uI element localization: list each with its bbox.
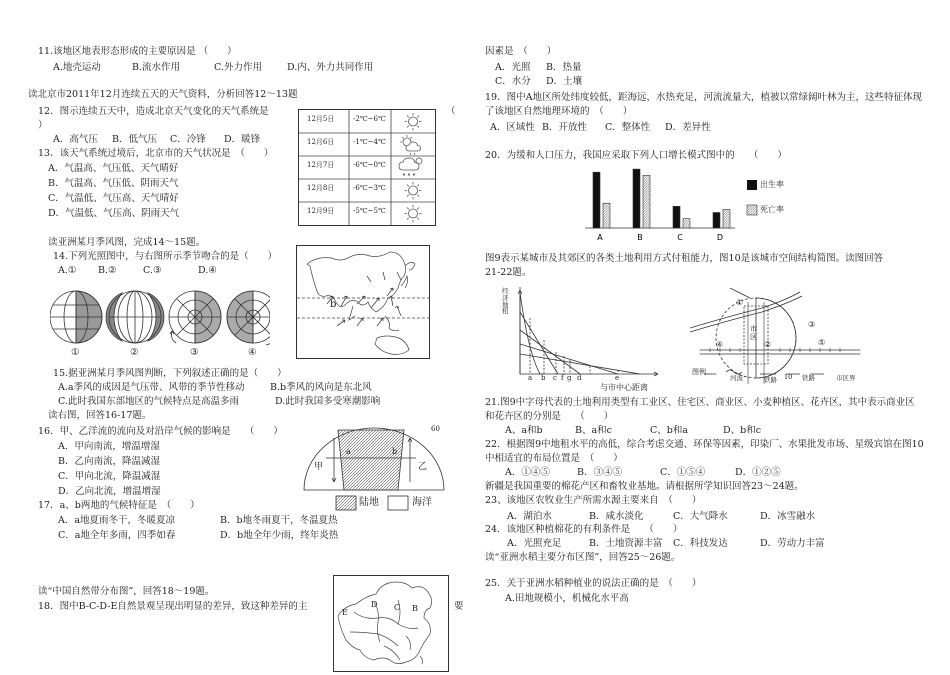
q15-option-d[interactable]: D.此时我国多受寒潮影响 — [275, 396, 381, 407]
q25-option-a[interactable]: A.田地规模小，机械化水平高 — [505, 593, 629, 604]
q18-option-c[interactable]: C．水分 — [495, 76, 531, 87]
q15-option-b[interactable]: B.b季风的风向是东北风 — [270, 382, 372, 393]
globe-1 — [50, 291, 102, 343]
city-circle-5: ⑤ — [818, 338, 826, 347]
q12-paren-right: ） — [38, 120, 48, 131]
weather-date-1: 12月5日 — [307, 115, 335, 123]
legend-swatch-birth — [747, 180, 757, 190]
q16-option-b[interactable]: B．乙向南流，降温减湿 — [58, 456, 160, 467]
rent-tick-d: d — [577, 374, 582, 382]
legend-swatch-death — [747, 205, 757, 215]
china-label-d: D — [371, 600, 378, 609]
rent-tick-g: g — [567, 374, 572, 382]
category-label-b: B — [637, 233, 643, 242]
rent-tick-b: b — [541, 374, 546, 382]
q22-option-d[interactable]: D．①②⑤ — [735, 467, 781, 478]
category-label-c: C — [677, 233, 683, 242]
q11-stem: 11.该地区地表形态形成的主要原因是 （ ） — [38, 46, 237, 57]
intro-25-26: 读“亚洲水稻主要分布区图”，回答25～26题。 — [485, 552, 681, 563]
q12-stem: 12．图示连续五天中，造成北京天气变化的天气系统是 — [38, 106, 269, 117]
q12-option-b[interactable]: B．低气压 — [112, 134, 157, 145]
globe-3 — [169, 291, 221, 343]
q21-option-b[interactable]: B、a和c — [575, 425, 612, 436]
china-label-c: C — [394, 603, 401, 612]
intro-21-22-line2: 21-22题。 — [485, 267, 532, 278]
q19-line2: 了该地区自然地理环境的 （ ） — [485, 106, 633, 117]
q14-option-c[interactable]: C.③ — [143, 265, 162, 276]
city-center-label: 市区 — [750, 325, 757, 341]
city-legend-rail: 铁路 — [764, 376, 777, 384]
q23-stem: 23、该地区农牧业生产所需水源主要来自 （ ） — [485, 495, 702, 506]
q16-option-d[interactable]: D．乙向北流，增温增湿 — [58, 486, 161, 497]
q23-option-d[interactable]: D．冰雪融水 — [760, 511, 816, 522]
category-label-a: A — [597, 233, 603, 242]
q19-option-d[interactable]: D．差异性 — [665, 122, 711, 133]
bar-d-birth — [713, 213, 720, 229]
intro-14-15: 读亚洲某月季风图，完成14～15题。 — [48, 237, 206, 248]
q18-stem: 18．图中B-C-D-E自然景观呈现出明显的差异，致这种差异的主 — [38, 601, 308, 612]
ocean-current-figure — [296, 420, 448, 518]
sun-icon — [405, 205, 422, 223]
q13-stem: 13．该天气系统过境后，北京市的天气状况是 （ ） — [38, 148, 274, 159]
q21-option-d[interactable]: D、b和c — [723, 425, 762, 436]
legend-birth-rate: 出生率 — [760, 180, 784, 189]
bar-d-death — [723, 209, 730, 228]
q24-option-d[interactable]: D．劳动力丰富 — [760, 538, 825, 549]
weather-table — [298, 109, 436, 226]
sun-icon — [405, 113, 422, 131]
city-legend-boundary: 市区界 — [836, 374, 856, 382]
q19-line1: 19．图中A地区所处纬度较低，距海远，水热充足，河流流量大，植被以常绿阔叶林为主，这些特征体现 — [485, 92, 922, 103]
q24-stem: 24．该地区种植棉花的有利条件是 （ ） — [485, 524, 683, 535]
q21-line2: 和花卉区的分别是 （ ） — [485, 411, 614, 422]
bar-b-birth — [633, 169, 640, 228]
q17-option-d[interactable]: D．b地全年少雨，终年炎热 — [220, 530, 339, 541]
city-legend-num10: 10 — [784, 373, 793, 381]
q19-option-a[interactable]: A．区域性 — [490, 122, 535, 133]
city-circle-2: ② — [764, 340, 772, 349]
sun-icon — [405, 182, 422, 200]
q14-stem: 14.下列光照图中，与右图所示季节吻合的是（ ） — [53, 251, 278, 262]
q21-line1: 21.图9中字母代表的土地利用类型有工业区、住宅区、商业区、小麦种植区、花卉区，其中表示商业区 — [485, 397, 915, 408]
bar-c-birth — [673, 206, 680, 228]
city-legend-river: 河流 — [730, 374, 743, 382]
q23-option-c[interactable]: C．大气降水 — [673, 511, 728, 522]
q22-line2: 中相适宜的布局位置是 （ ） — [485, 453, 623, 464]
q14-option-d[interactable]: D.④ — [198, 265, 217, 276]
q16-option-c[interactable]: C．甲向北流，降温减湿 — [58, 471, 161, 482]
ocean-label-a: a — [346, 447, 351, 456]
q13-option-c[interactable]: C．气温低、气压高、天气晴好 — [48, 193, 179, 204]
q15-option-c[interactable]: C.此时我国东部地区的气候特点是高温多雨 — [58, 396, 239, 407]
q12-option-c[interactable]: C．冷锋 — [170, 134, 206, 145]
q22-option-b[interactable]: B．③④⑤ — [577, 467, 622, 478]
intro-21-22-line1: 图9表示某城市及其郊区的各类土地利用方式付租能力，图10是该城市空间结构简图。读图回答 — [485, 253, 884, 264]
q21-option-c[interactable]: C、b和a — [650, 425, 689, 436]
legend-land: 陆地 — [359, 497, 379, 508]
ocean-label-jia: 甲 — [314, 462, 324, 472]
ocean-label-yi: 乙 — [418, 462, 428, 472]
q17-option-c[interactable]: C．a地全年多雨，四季如春 — [58, 530, 176, 541]
q12-option-a[interactable]: A．高气压 — [53, 134, 98, 145]
q11-option-c[interactable]: C.外力作用 — [214, 62, 262, 73]
q23-option-a[interactable]: A．湖泊水 — [507, 511, 552, 522]
china-label-b: B — [412, 604, 418, 613]
bar-c-death — [683, 219, 690, 228]
rent-ylabel: 经济地租 — [502, 287, 509, 316]
intro-12-13: 读北京市2011年12月连续五天的天气资料，分析回答12～13题 — [28, 89, 298, 100]
city-circle-1: ① — [736, 298, 744, 307]
china-natural-zone-map — [333, 575, 449, 672]
q14-option-b[interactable]: B.② — [98, 265, 117, 276]
bar-b-death — [643, 175, 650, 228]
illumination-globes — [50, 285, 270, 360]
rent-xlabel: 与市中心距离 — [600, 383, 648, 392]
sun-cloud-icon — [400, 135, 421, 155]
legend-death-rate: 死亡率 — [760, 205, 784, 214]
q18-option-d[interactable]: D．土壤 — [546, 76, 583, 87]
weather-date-3: 12月7日 — [307, 161, 335, 169]
population-growth-chart — [575, 163, 795, 245]
weather-temp-3: -6℃~0℃ — [353, 161, 386, 169]
q24-option-b[interactable]: B．土地资源丰富 — [589, 538, 663, 549]
globe-2 — [106, 291, 164, 343]
weather-temp-2: -1℃~4℃ — [353, 138, 386, 146]
q23-option-b[interactable]: B．咸水淡化 — [589, 511, 644, 522]
city-structure-figure — [690, 288, 865, 388]
city-legend-rail-2: 铁路 — [802, 374, 815, 382]
q20-stem: 20．为缓和人口压力，我国应采取下列人口增长模式图中的 （ ） — [485, 150, 787, 161]
intro-18-19: 读“中国自然带分布图”，回答18～19题。 — [38, 586, 215, 597]
q18-tail: 要 — [454, 601, 464, 612]
q25-stem: 25．关于亚洲水稻种植业的说法正确的是 （ ） — [485, 578, 702, 589]
weather-date-5: 12月9日 — [307, 207, 335, 215]
intro-16-17: 读右图，回答16-17题。 — [48, 410, 152, 421]
q11-option-d[interactable]: D.内、外力共同作用 — [287, 62, 374, 73]
rent-tick-e: e — [615, 374, 620, 382]
city-circle-3: ③ — [808, 320, 816, 329]
rent-tick-a: a — [528, 374, 533, 382]
q17-option-a[interactable]: A．a地夏雨冬干，冬暖夏凉 — [58, 515, 176, 526]
q17-stem: 17．a、b两地的气候特征是 （ ） — [38, 500, 200, 511]
q21-option-a[interactable]: A、a和b — [505, 425, 543, 436]
q16-option-a[interactable]: A．甲向南流，增温增湿 — [58, 441, 160, 452]
bar-a-death — [603, 203, 610, 228]
ocean-label-b: b — [392, 447, 398, 456]
q22-line1: 22．根据图9中地租水平的高低，综合考虑交通、环保等因素，印染厂、水果批发市场、星级宾馆在图10 — [485, 439, 924, 450]
ocean-lat-60: 60 — [431, 425, 440, 433]
q13-option-d[interactable]: D．气温低、气压高、阴雨天气 — [48, 208, 180, 219]
q12-paren-left: （ — [446, 106, 456, 117]
monsoon-label-b: b — [330, 299, 337, 310]
q16-stem: 16．甲、乙洋流的流向及对沿岸气候的影响是 （ ） — [38, 426, 283, 437]
q24-option-a[interactable]: A．光照充足 — [507, 538, 562, 549]
q19-option-b[interactable]: B．开放性 — [542, 122, 587, 133]
q18-cont-stem: 因素是 （ ） — [485, 46, 557, 57]
intro-23-24: 新疆是我国重要的棉花产区和畜牧业基地。请根据所学知识回答23～24题。 — [485, 481, 804, 492]
q18-option-b[interactable]: B．热量 — [546, 62, 582, 73]
weather-temp-5: -5℃~5℃ — [353, 207, 386, 215]
weather-temp-1: -2℃~6℃ — [353, 115, 386, 123]
q14-option-a[interactable]: A.① — [58, 265, 77, 276]
weather-date-4: 12月8日 — [307, 184, 335, 192]
q22-option-a[interactable]: A．①④⑤ — [505, 467, 550, 478]
weather-temp-4: -6℃~3℃ — [353, 184, 386, 192]
rent-tick-c: c — [553, 374, 557, 382]
q24-option-c[interactable]: C．科技发达 — [673, 538, 728, 549]
china-label-e: E — [342, 608, 348, 617]
q12-option-d[interactable]: D．暖锋 — [224, 134, 261, 145]
city-legend-title: 图例 — [692, 368, 706, 376]
globe-4 — [227, 291, 270, 345]
legend-sea: 海洋 — [412, 497, 432, 508]
q13-option-b[interactable]: B．气温高、气压低、阴雨天气 — [48, 178, 179, 189]
bar-a-birth — [593, 172, 600, 228]
q17-option-b[interactable]: B．b地冬雨夏干，冬温夏热 — [220, 515, 338, 526]
category-label-d: D — [716, 233, 724, 242]
land-rent-figure — [500, 282, 660, 392]
q13-option-a[interactable]: A．气温高、气压低、天气晴好 — [48, 163, 179, 174]
globe-label-1: ① — [71, 347, 80, 358]
globe-label-4: ④ — [248, 347, 257, 358]
globe-label-2: ② — [130, 347, 139, 358]
q11-option-a[interactable]: A.地壳运动 — [53, 62, 101, 73]
weather-date-2: 12月6日 — [307, 138, 335, 146]
q18-option-a[interactable]: A．光照 — [495, 62, 531, 73]
city-circle-4: ④ — [716, 340, 724, 349]
rent-tick-f: f — [561, 374, 564, 382]
globe-label-3: ③ — [190, 347, 199, 358]
asia-monsoon-map — [296, 245, 430, 359]
q11-option-b[interactable]: B.流水作用 — [132, 62, 181, 73]
q22-option-c[interactable]: C．①⑤④ — [660, 467, 706, 478]
q19-option-c[interactable]: C．整体性 — [605, 122, 651, 133]
q15-option-a[interactable]: A.a季风的成因是气压带、风带的季节性移动 — [58, 382, 245, 393]
cloud-snow-icon — [399, 158, 422, 176]
q15-stem: 15.据亚洲某月季风图判断，下列叙述正确的是（ ） — [53, 368, 287, 379]
